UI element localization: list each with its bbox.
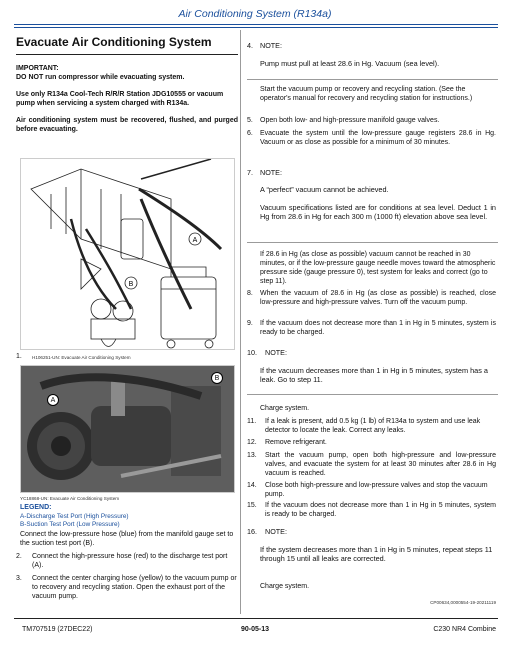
header-title: Air Conditioning System (R134a) [178,8,332,20]
legend-a: A-Discharge Test Port (High Pressure) [20,513,129,520]
figure-compressor-photo [20,365,235,493]
left-column [14,30,240,614]
note-16-text: If the system decreases more than 1 in Hg in 5 minutes, repeat steps 11 through 15 until all leaks are corrected. [260,545,493,564]
note-4-heading [247,41,282,50]
note-7-number: 7. [247,168,253,177]
note-4-label: NOTE: [260,41,282,50]
important-label: IMPORTANT: [16,65,59,72]
step-5-text: Open both low- and high-pressure manifold gauge valves. [260,117,440,124]
note-10-number: 10. [247,348,257,357]
step-12-number: 12. [247,439,257,446]
step-15-text: If the vacuum does not decrease more than 1 in Hg in 5 minutes, system is ready to be charged. [265,502,496,519]
step-3-text: Connect the center charging hose (yellow) to the vacuum pump or to recovery and recycling station. Open the exhaust port of the vacuum pump. [32,575,237,601]
reference-code: CP00634,0000554-19-20211119 [430,600,496,605]
step-14-text: Close both high-pressure and low-pressure valves and stop the vacuum pump. [265,482,488,499]
note-10-heading [247,348,287,357]
legend-title: LEGEND: [20,504,52,511]
photo-callout-b: B [211,372,223,384]
if-close-text: If 28.6 in Hg (as close as possible) vacuum cannot be reached in 30 minutes, or if the low-pressure gauge needle moves toward the atmospheric pressure side (gauge pressure 0), test system for leaks and correct (go to step 11). [260,251,496,286]
figure2-caption: YC18868-UN: Evacuate Air Conditioning System [20,496,120,501]
recover-text: Air conditioning system must be recovered, flushed, and purged before evacuating. [16,117,238,134]
step-2-text: Connect the high-pressure hose (red) to the discharge test port (A). [32,553,228,570]
step-8-number: 8. [247,290,253,297]
step-5-number: 5. [247,117,253,124]
step-9-text: If the vacuum does not decrease more than 1 in Hg in 5 minutes, system is ready to be charged. [260,320,496,337]
note-4-text: Pump must pull at least 28.6 in Hg. Vacuum (sea level). [260,59,440,68]
note-4-rule [247,79,498,80]
note-10-label: NOTE: [265,348,287,357]
header-rule-2 [14,27,498,28]
figure1-caption: H106251-UN: Evacuate Air Conditioning System [32,355,131,360]
column-divider [240,30,241,614]
step-6-number: 6. [247,130,253,137]
line-drawing [21,159,235,350]
step-14-number: 14. [247,482,257,489]
important-text: DO NOT run compressor while evacuating system. [16,74,185,81]
step-12-text: Remove refrigerant. [265,439,327,446]
photo-callout-a: A [47,394,59,406]
figure-evacuate-diagram [20,158,235,350]
note-4-number: 4. [247,41,253,50]
right-column [247,30,498,614]
step-2-number: 2. [16,553,22,560]
note-16-label: NOTE: [265,527,287,536]
step-11-number: 11. [247,418,257,425]
charge-system-1: Charge system. [260,405,310,412]
note-10-rule [247,394,498,395]
footer-tm-number: TM707519 (27DEC22) [22,626,93,633]
note-7-label: NOTE: [260,168,282,177]
step-11-text: If a leak is present, add 0.5 kg (1 lb) of R134a to system and use leak detector to locate the leak. Correct any leaks. [265,418,481,435]
step-13-text: Start the vacuum pump, open both high-pressure and low-pressure valves, and evacuate the system for at least 30 minutes after 28.6 in Hg vacuum is reached. [265,452,496,478]
step-3-number: 3. [16,575,22,582]
header-rule [14,24,498,25]
footer-rule [14,618,498,619]
step-15-number: 15. [247,502,257,509]
page-header [0,0,510,26]
note-7-heading [247,168,282,177]
start-pump-text: Start the vacuum pump or recovery and recycling station. (See the operator's manual for recovery and recycling station for instructions.) [260,86,473,103]
use-only-text: Use only R134a Cool-Tech R/R/R Station JDG10555 or vacuum pump when servicing a system charged with R134a. [16,91,224,108]
note-10-text: If the vacuum decreases more than 1 in Hg in 5 minutes, system has a leak. Go to step 11. [260,366,488,385]
note-7-text-a: A “perfect” vacuum cannot be achieved. [260,185,389,194]
step-6-text: Evacuate the system until the low-pressure gauge registers 28.6 in Hg. Vacuum or as close as possible for a minimum of 30 minutes. [260,130,496,147]
footer-product-name: C230 NR4 Combine [433,626,496,633]
section-rule [16,54,238,55]
note-7-text-b: Vacuum specifications listed are for conditions at sea level. Deduct 1 in Hg from 28.6 in Hg for each 300 m (1000 ft) elevation above sea level. [260,203,496,222]
step-9-number: 9. [247,320,253,327]
photo-rendering [21,366,235,493]
note-7-rule [247,242,498,243]
step-8-text: When the vacuum of 28.6 in Hg (as close as possible) is reached, close low-pressure and high-pressure valves. Turn off the vacuum pump. [260,290,496,307]
callout-a-label: A [192,237,198,244]
step-1-text: Connect the low-pressure hose (blue) from the manifold gauge set to the suction test port (B). [20,531,234,548]
callout-b-label: B [128,281,134,288]
step-13-number: 13. [247,452,257,459]
footer-page-number: 90-05-13 [240,626,270,633]
note-16-number: 16. [247,527,257,536]
note-16-heading [247,527,287,536]
section-title: Evacuate Air Conditioning System [16,35,212,49]
legend-b: B-Suction Test Port (Low Pressure) [20,521,120,528]
charge-system-2: Charge system. [260,583,310,590]
step-1-number: 1. [16,353,22,360]
